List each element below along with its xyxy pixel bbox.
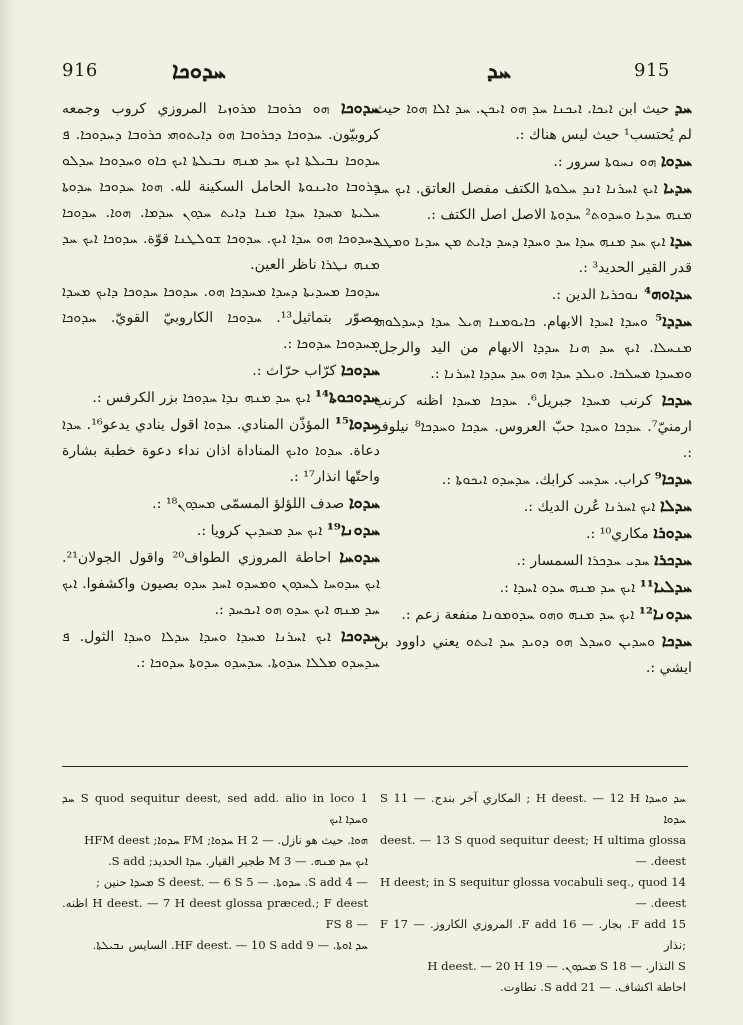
entry-headword: ܚܕܝܐ [663,178,692,197]
entry [62,95,380,278]
footnote-line: 15 F add. بجار. — 16 F add. المروزي الكاروز. — 17 F ;نذار [380,917,686,952]
entry [62,411,380,490]
entry-text: ܗܘ ܢܚܘܬܐ سرور :. [553,154,657,170]
footnote-line: deest. — 13 S quod sequitur deest; H ultima glossa deest. — [380,833,686,868]
entry [374,281,692,308]
entry-text: كرّاب حرّاث :. [252,363,337,379]
entry-headword: ܚܕܐ [670,231,692,250]
entry-text: مكاري¹⁰ :. [585,526,649,542]
entry-text: ܢܘܟܪܝܐ الدين :. [551,287,640,303]
entry-text: كرنب ܡܚܕܐ جبريل⁶. ܚܕܟܐ ܡܚܕܐ اظنه كرنب ارمنيّ⁷. ܚܕܟܐ ܘܚܕܐ حبّ العروس. ܚܕܟܐ ܘܚܕܟܐ⁸ نيلوفر :. [374,393,692,461]
entry-text: ܘܚܕܝܢ ܘܚܕܠ ܗܘ ܕܘܝܕ ܚܕ ܐܝܬܘ يعني داوود بن ايشي :. [374,634,692,676]
entry [374,175,692,228]
left-text-column [62,95,380,676]
footnote-line: S النذار. — 18 S ܡܚܕܘܢ. — 19 H deest. — 20 H [427,959,686,973]
entry [374,547,692,574]
entry [62,517,380,544]
entry [62,490,380,517]
entry-headword: ܚܕܘܟܐ [340,626,380,645]
entry-headword: ܚܕܐܘܗ⁴ [644,284,692,303]
entry-text: ܘܚܕܐ ܐܚܕܐ الابهام. ܟܐܝܘܡܢܐ ܗܝܠ ܚܕܐ ܕܚܕܠܘܗܝ ܡܢܚܠܐ. ܐܝܟ ܚܕ ܗܢܐ ܚܕܕܐ الابهام من اليد والرجل. ܘܡܚܕܐ ܡܚܠܟܐ. ܘܝܠܕ ܚܕܐ ܗܘ ܚܕ ܚܕܕܐ ܐܚܪܢܐ :. [374,314,692,382]
entry-headword: ܚܕܠܐ [659,496,692,515]
footnote-line: احاطة اكشاف. — 21 S add. تطاوت. [499,980,686,994]
entry-headword: ܚܕܠܝܐ¹¹ [639,577,692,596]
entry-text: ܐܝܟ ܚܕ ܡܢܗ ܚܕܐ ܚܕ ܘܚܕܐ ܕܚܕ ܕܐܝܬ ܡܢ ܚܕܝܐ ܘܡܛܠ قدر القير الحديد³ :. [374,234,692,276]
entry-headword: ܚܕܟܐ [661,631,692,650]
entry [374,387,692,466]
entry [62,357,380,384]
entry-headword: ܚܕܟܐ⁹ [654,469,692,488]
entry-headword: ܚܕܘܐ [660,151,692,170]
entry-text: كراب. ܚܕܚܝ كرابك. ܚܕܚܕܘ ܐܝܟܘܬܐ :. [441,472,651,488]
entry-text: ܐܝܟ ܐܚܪܢܐ عُرن الديك :. [523,499,656,515]
entry [374,628,692,681]
entry [374,308,692,387]
entry-text: حيث ابن ܐܝܟܐ. ܐܝܟܢܐ ܚܕ ܗܘ ܐܝܟܢ. ܚܕ ܐܠܐ ܗܘܐ حيث لم يُحتسب¹ حيث ليس هناك :. [374,101,692,143]
right-page-number: 915 [634,60,670,81]
footnote-line: ܗܘܐ. حيث هو نازل. — 2 H ܚܕܘܐ; FM ܚܕܘܐ; HFM deest [84,833,368,847]
entry [374,95,692,148]
right-text-column [374,95,692,681]
entry [62,544,380,623]
entry-text: ܚܕܝ ܚܕܟܪܐ السمسار :. [516,553,650,569]
entry-headword: ܚܕܘܟܘܬܐ¹⁴ [315,387,380,406]
entry [374,520,692,547]
entry-text: ܐܝܟ ܐܚܪܢܐ ܐܢܕ ܚܠܘܬܐ الكتف مفصل العاتق. ܐܝܟ ܚܕ ܡܢܗ ܚܕܝܐ ܘܚܕܘܬ² ܚܕܘܬܐ الاصل اصل الكتف :. [374,181,692,223]
entry [374,228,692,281]
entry-headword: ܚܕܘܐ [348,493,380,512]
entry [62,623,380,676]
entry-text: المؤذّن المنادي. ܚܕܘܐ اقول ينادي يدعو¹⁶. ܚܕܐ دعاة. ܚܕܘܐ ܘܐܝܟ المناداة اذان نداء دعوة خطبة بشارة واحتّها انذار¹⁷ :. [62,417,380,485]
entry [374,148,692,175]
entry-text: ܐܝܟ ܐܚܪܢܐ ܡܚܕܐ ܘܚܕܐ ܚܕܠܐ ܘܚܕܐ الثول. ܦ ܚܕܚܕܘ ܡܠܠܐ ܚܕܘܬܐ. ܚܕܚܕܘ ܚܕܘܬܐ ܚܕܘܟܐ :. [62,629,380,671]
page-fold-shadow [0,0,16,1025]
entry-text: صدف اللؤلؤ المسمّى ܡܚܕܘܢ¹⁸ :. [152,496,345,512]
entry-text: احاطة المروزي الطواف²⁰ واقول الجولان²¹. ܐܝܟ ܚܕܘܚܐ ܠܚܕܘܢ ܘܡܚܕܘ ܐܚܕ ܚܕܘ بصيون واكشفوا. ܐܝܟ ܚܕ ܡܢܗ ܐܝܟ ܚܕܘ ܗܘ ܐܝܟܚܕ :. [62,550,380,618]
entry-text: ܗܘ ܟܪܘܒܐ ܡܪܘܙܝܐ المروزي كروب وجمعه كروبيّون. ܚܕܘܟܐ ܕܟܪܘܒܐ ܗܘ ܕܐܝܬܘܗܝ ܟܪܘܒܐ ܕܚܕܘܟܐ. ܦ ܚܕܘܟܐ ܢܒܝܠܬܐ ܐܝܟ ܚܕ ܡܢܗ ܢܒܝܠܬܐ ܐܝܟ ܟܐܘ ܘܚܕܘܟܐ ܚܕܠܘ ܟܪܘܒܐ ܘܐܝܢܘܬܐ الحامل السكينة لله. ܗܘܐ ܚܕܘܟܐ ܚܕܘܬܐ ܚܠܝܬܐ ܡܚܕܐ ܚܕܐ ܡܢܐ ܕܐܝܬ ܚܕܘܢ ܚܕܡܐ. ܗܘܐ. ܚܕܘܟܐ ܕܚܕܘܟܐ ܗܘ ܚܕܐ ܐܝܟ. ܚܕܘܟܐ ܫܘܠܛܢܐ قوّة. ܚܕܘܟܐ ܐܝܟ ܚܕ ܡܢܗ ܢܛܪܐ ناظر العين. [62,101,380,273]
entry-headword: ܚܕܘܟܐ [340,98,380,117]
right-footnotes [380,788,686,998]
entry-headword: ܚܕܘܚܐ [339,547,381,566]
footnote-line: ܐܝܟ ܚܕ ܡܢܗ. — 3 M طجير القيار. ܚܕܐ الحديد; S add. [107,854,368,868]
footnote-line: ܚܕ ܐܘܬܐ. — 9 HF deest. — 10 S add. السايس ܢܒܝܠܬܐ. [92,938,368,952]
entry-text: ܚܕܘܟܐ ܡܚܕܝܬܐ ܕܚܕܐ ܡܚܕܟܐ ܗܘ. ܚܕܘܟܐ ܚܕܘܟܐ ܕܐܝܟ ܡܚܕܐ مصوّر بتماثيل¹³. ܚܕܘܟܐ الكاروبيّ القويّ. ܚܕܘܟܐ ܡܚܕܘܟܐ ܚܕܘܟܐ :. [62,284,380,352]
entry-headword: ܚܕܟܐ [661,390,693,409]
entry-headword: ܚܕܘܢܐ¹² [638,604,692,623]
entry-headword: ܚܕܘܢܐ¹⁹ [326,520,380,539]
entry-text: ܐܝܟ ܚܕ ܡܢܗ ܚܕܘ ܐܚܕܐ :. [499,580,636,596]
entry [374,493,692,520]
footnote-divider [62,766,688,767]
entry-text: ܐܝܟ ܚܕ ܡܢܗ ܘܗܘ ܚܕܘܡܘܢܐ منفعة زعم :. [401,607,635,623]
entry-headword: ܚܕܟܪܐ [654,550,692,569]
left-running-head: ܚܕܘܟܐ [172,58,226,84]
right-running-head: ܚܕ [487,58,511,84]
entry-text: ܐܝܟ ܚܕ ܡܚܕܝܢ كرويا :. [196,523,323,539]
left-footnotes [62,788,368,956]
entry [62,384,380,411]
footnote-line: 1 S quod sequitur deest, sed add. alio in loco ܚܕ ܘܚܕܐ ܐܝܟ [62,791,368,826]
entry-text: ܐܝܟ ܚܕ ܡܢܗ ܢܕܐ ܚܕܘܟܐ بزر الكرفس :. [92,390,311,406]
entry-headword: ܚܕܘܐ¹⁵ [334,414,380,433]
entry [62,278,380,357]
footnote-line: H deest. — 7 H deest glossa præced.; F deest اظنه. — 8 FS [62,896,368,931]
entry [374,601,692,628]
left-page-number: 916 [62,60,98,81]
entry-headword: ܚܕܘܟܐ [340,360,380,379]
entry [374,574,692,601]
entry-headword: ܚܕܘܪܐ [653,523,692,542]
footnote-line: ܚܕ ܘܚܕܐ H deest. — 12 H ; المكاري آخر بندج. — 11 S ܚܕܘܐ [380,791,686,826]
footnote-line: 14 H deest; in S sequitur glossa vocabuli seq., quod deest. — [380,875,687,910]
entry [374,466,692,493]
entry-headword: ܚܕ [674,98,692,117]
footnote-line: — 4 S add. ܚܕܘܬܐ. — 5 S deest. — 6 S ܡܚܕܐ حنين ; [96,875,368,889]
entry-headword: ܚܕܕܐ⁵ [655,311,692,330]
